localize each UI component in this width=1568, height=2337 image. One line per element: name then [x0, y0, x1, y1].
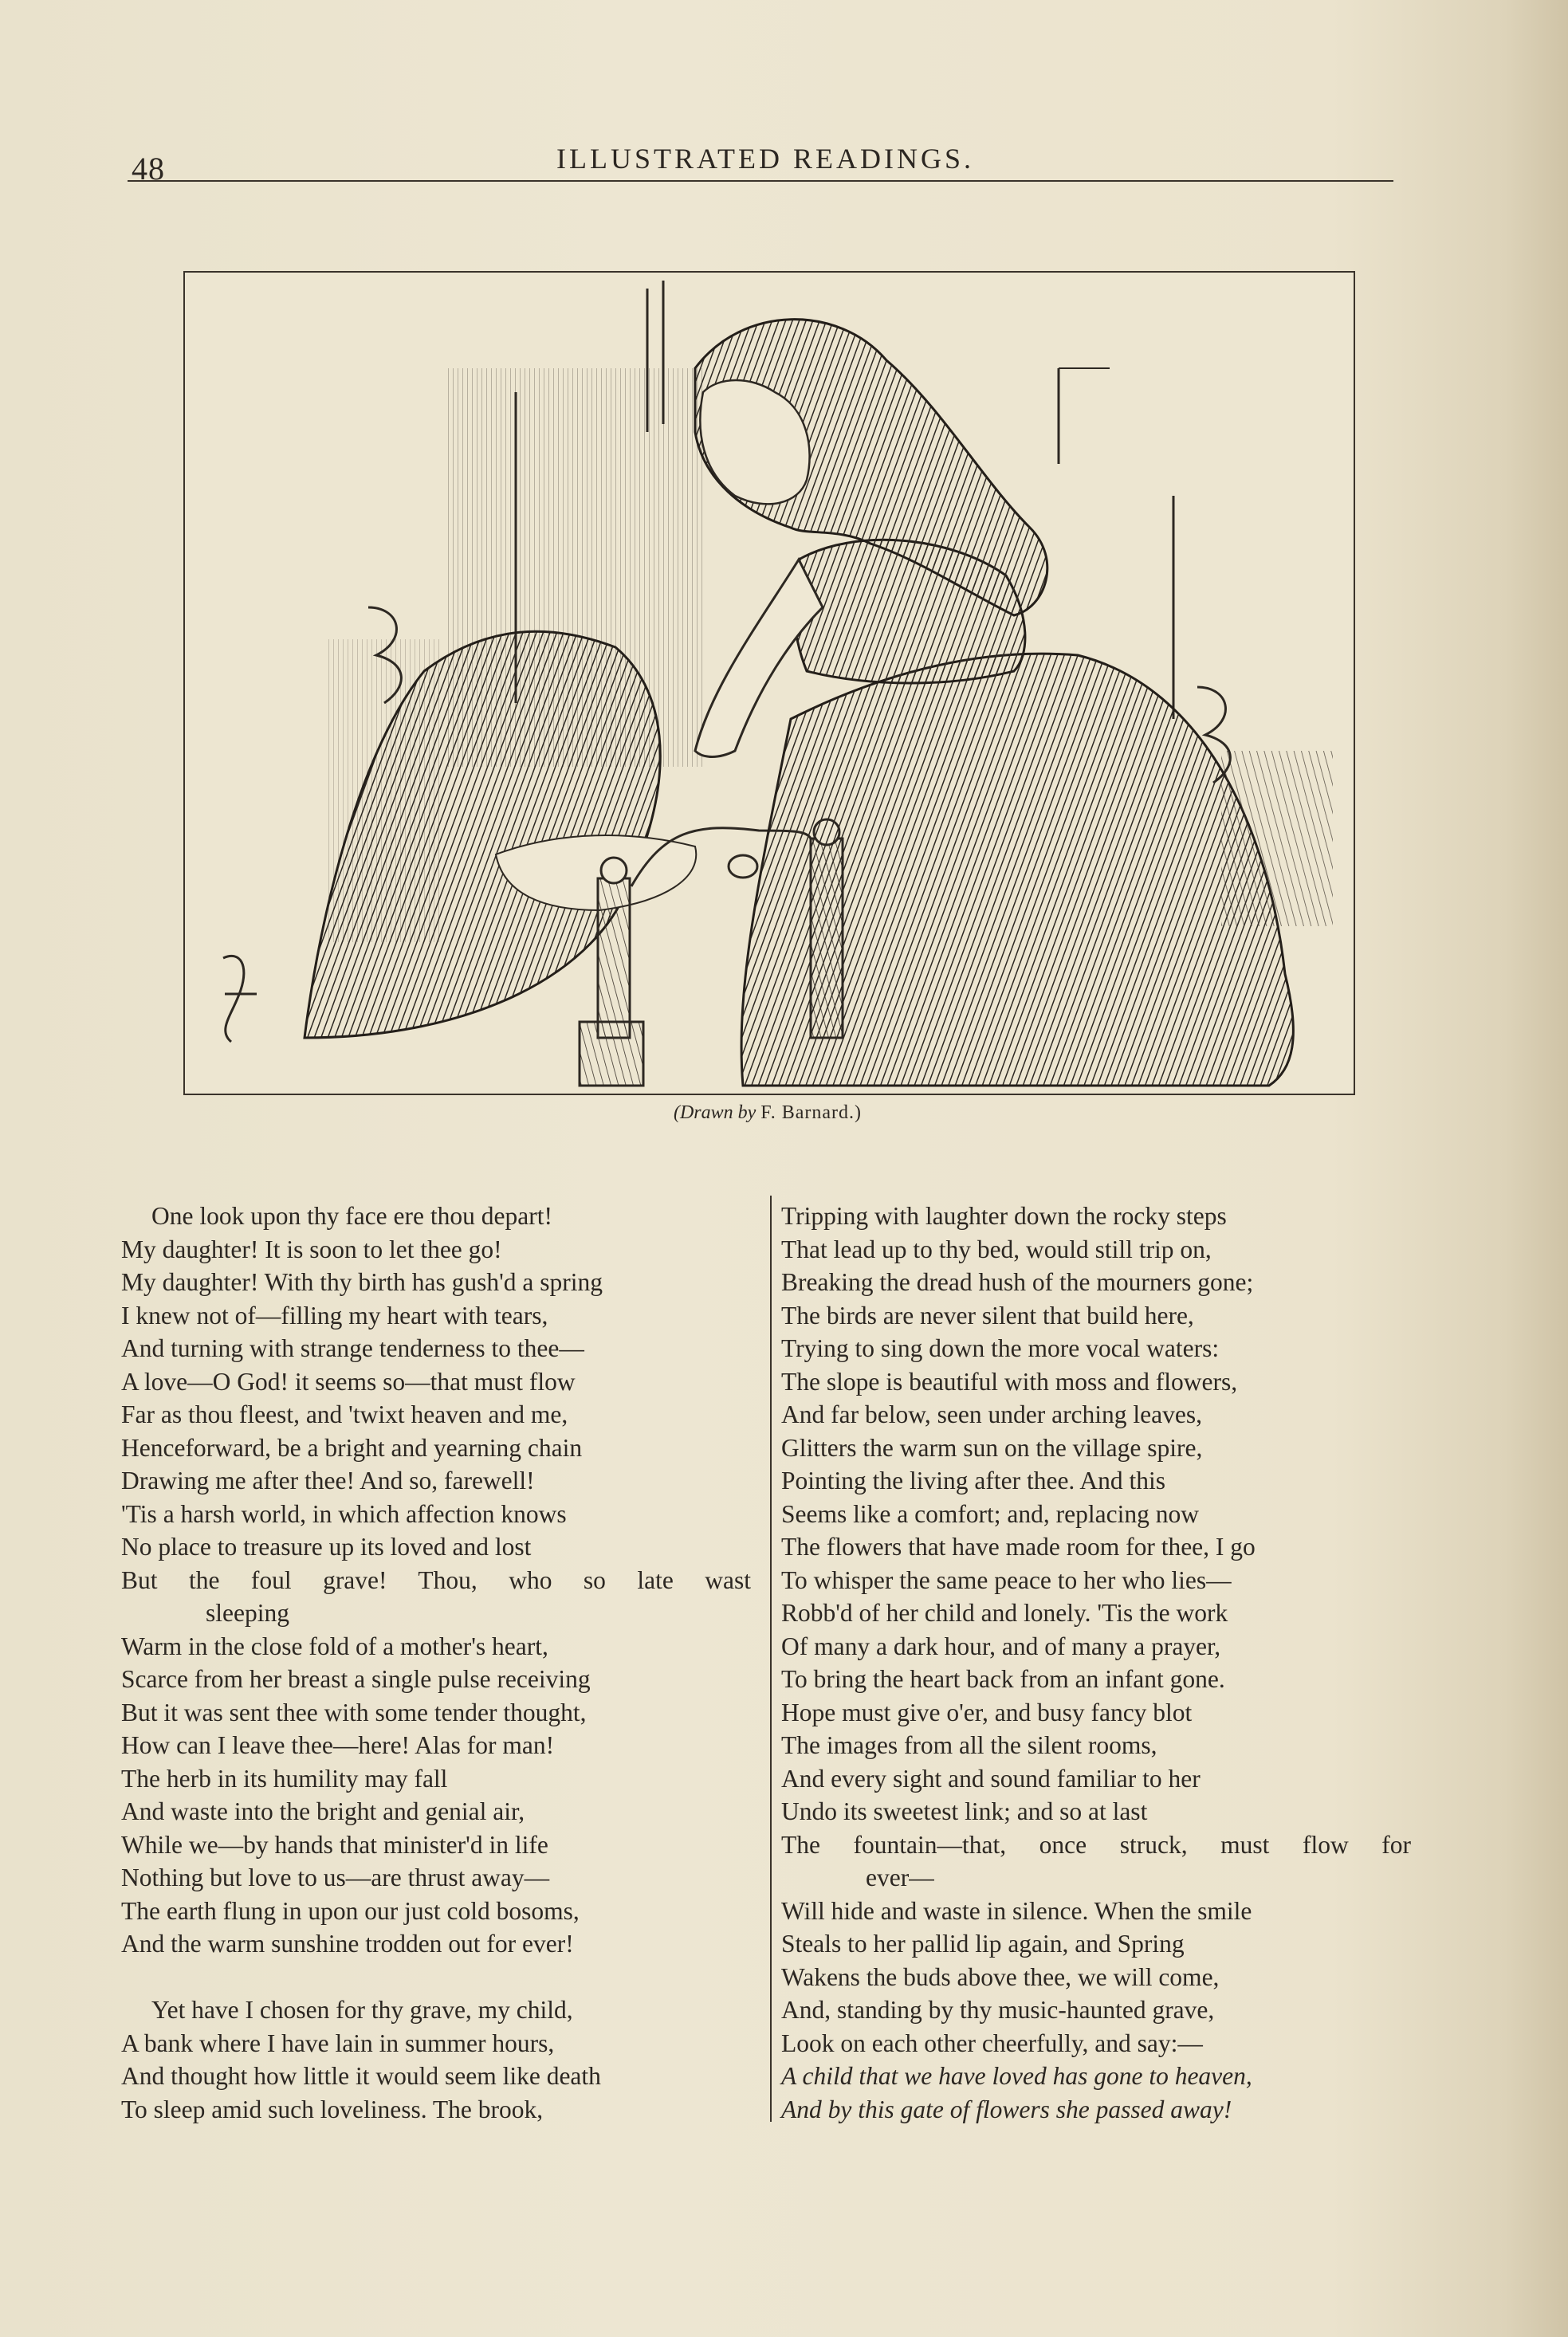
page-number: 48 — [132, 151, 165, 187]
poem-line: But it was sent thee with some tender thought, — [121, 1698, 587, 1726]
poem-line: Breaking the dread hush of the mourners gone; — [781, 1268, 1254, 1296]
poem-line: Warm in the close fold of a mother's heart, — [121, 1632, 548, 1660]
poem-line: And turning with strange tenderness to thee— — [121, 1334, 584, 1362]
poem-line: A bank where I have lain in summer hours, — [121, 2029, 555, 2057]
poem-line: No place to treasure up its loved and lost — [121, 1533, 532, 1561]
poem-line: Far as thou fleest, and 'twixt heaven and me, — [121, 1400, 568, 1428]
header-rule — [128, 180, 1393, 182]
poem-line: Yet have I chosen for thy grave, my child, — [151, 1996, 573, 2024]
poem-line: The fountain—that, once struck, must flow for — [781, 1830, 1411, 1859]
poem-line: Wakens the buds above thee, we will come, — [781, 1962, 1220, 1991]
poem-line: The earth flung in upon our just cold bosoms, — [121, 1896, 580, 1925]
poem-line: Undo its sweetest link; and so at last — [781, 1797, 1148, 1825]
engraving-illustration — [183, 271, 1355, 1095]
poem-line: Nothing but love to us—are thrust away— — [121, 1864, 550, 1891]
poem-line: To whisper the same peace to her who lies— — [781, 1565, 1232, 1594]
poem-line: And waste into the bright and genial air, — [121, 1797, 525, 1825]
poem-line-turnover: ever— — [866, 1864, 934, 1891]
poem-line: I knew not of—filling my heart with tears, — [121, 1301, 548, 1330]
column-divider — [770, 1196, 772, 2122]
poem-line: Will hide and waste in silence. When the smile — [781, 1896, 1252, 1925]
poem-line-italic: And by this gate of flowers she passed away! — [781, 2095, 1232, 2123]
poem-line: While we—by hands that minister'd in life — [121, 1830, 548, 1859]
poem-line-turnover: sleeping — [206, 1599, 289, 1627]
poem-left-column — [121, 1200, 759, 2126]
running-title: ILLUSTRATED READINGS. — [556, 143, 974, 175]
poem-line: The birds are never silent that build here, — [781, 1301, 1194, 1330]
poem-line: Look on each other cheerfully, and say:— — [781, 2029, 1203, 2057]
poem-line: And the warm sunshine trodden out for ever! — [121, 1930, 574, 1958]
poem-line: How can I leave thee—here! Alas for man! — [121, 1731, 555, 1759]
poem-line: Scarce from her breast a single pulse receiving — [121, 1665, 591, 1693]
illustration-caption — [183, 1102, 1352, 1124]
poem-line: But the foul grave! Thou, who so late wast — [121, 1565, 751, 1594]
poem-line: And thought how little it would seem like death — [121, 2062, 601, 2090]
poem-line: Steals to her pallid lip again, and Spring — [781, 1930, 1185, 1958]
poem-line: Glitters the warm sun on the village spire, — [781, 1433, 1203, 1462]
poem-right-column — [781, 1200, 1419, 2126]
caption-artist: F. Barnard.) — [760, 1102, 863, 1123]
stanza-break — [121, 1961, 759, 1994]
poem-line: And, standing by thy music-haunted grave, — [781, 1996, 1215, 2024]
poem-line: Seems like a comfort; and, replacing now — [781, 1499, 1199, 1528]
poem-line: A love—O God! it seems so—that must flow — [121, 1367, 576, 1396]
poem-line: My daughter! It is soon to let thee go! — [121, 1235, 502, 1263]
poem-line: 'Tis a harsh world, in which affection knows — [121, 1499, 567, 1528]
poem-line: The flowers that have made room for thee, I go — [781, 1533, 1256, 1561]
poem-line: The slope is beautiful with moss and flowers, — [781, 1367, 1238, 1396]
poem-line: Henceforward, be a bright and yearning chain — [121, 1433, 583, 1462]
poem-line: One look upon thy face ere thou depart! — [151, 1202, 552, 1230]
poem-line: To sleep amid such loveliness. The brook, — [121, 2095, 544, 2123]
poem-line: Of many a dark hour, and of many a prayer, — [781, 1632, 1221, 1660]
poem-line: To bring the heart back from an infant gone. — [781, 1665, 1225, 1693]
poem-line: The images from all the silent rooms, — [781, 1731, 1157, 1759]
poem-line: And far below, seen under arching leaves, — [781, 1400, 1202, 1428]
poem-line: Hope must give o'er, and busy fancy blot — [781, 1698, 1193, 1726]
poem-line: Drawing me after thee! And so, farewell! — [121, 1467, 535, 1495]
poem-line: Trying to sing down the more vocal waters: — [781, 1334, 1220, 1362]
poem-line: My daughter! With thy birth has gush'd a spring — [121, 1268, 603, 1296]
engraving-drawing — [185, 273, 1354, 1094]
poem-line: Robb'd of her child and lonely. 'Tis the work — [781, 1599, 1228, 1627]
poem-line-italic: A child that we have loved has gone to heaven, — [781, 2062, 1252, 2090]
poem-line: And every sight and sound familiar to her — [781, 1764, 1201, 1793]
poem-line: That lead up to thy bed, would still trip on, — [781, 1235, 1212, 1263]
poem-line: The herb in its humility may fall — [121, 1764, 448, 1793]
poem-line: Tripping with laughter down the rocky steps — [781, 1202, 1227, 1230]
poem-line: Pointing the living after thee. And this — [781, 1467, 1166, 1495]
caption-prefix: (Drawn by — [673, 1102, 756, 1123]
